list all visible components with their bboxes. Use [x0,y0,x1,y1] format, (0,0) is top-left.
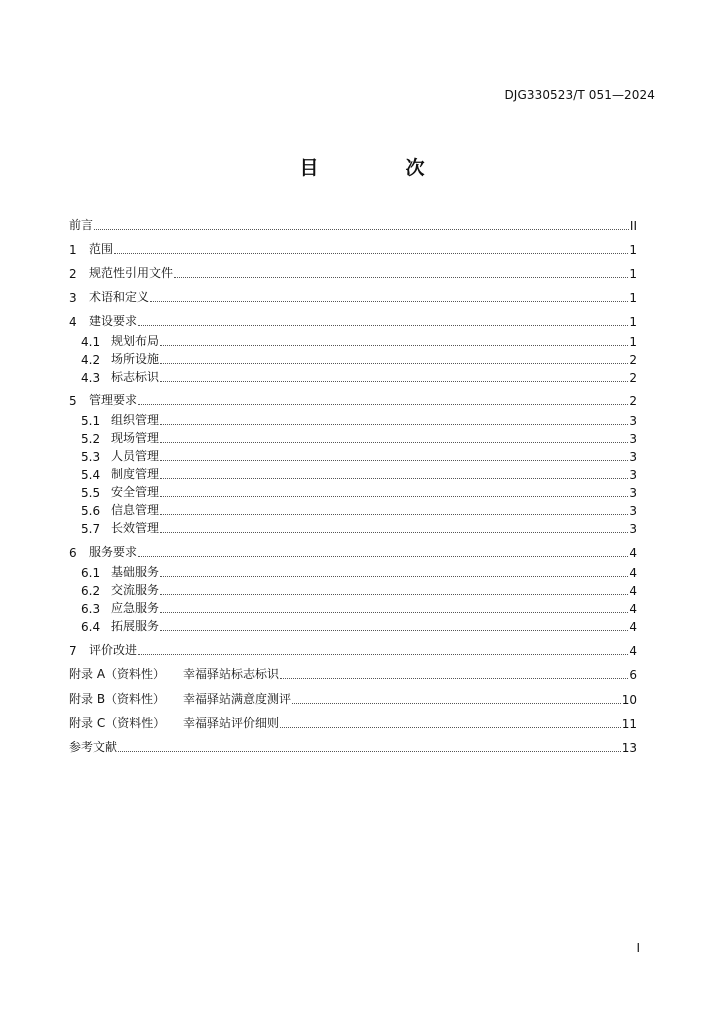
toc-entry-page: 1 [629,267,637,281]
toc-entry[interactable] [69,689,637,707]
toc-entry-number: 2 [69,267,77,281]
toc-entry-title: 标志标识 [111,370,160,384]
toc-entry-title: 管理要求 [89,393,138,407]
toc-dot-leader [160,423,628,425]
toc-entry[interactable] [69,263,637,281]
toc-entry-number: 4 [69,315,77,329]
toc-entry-page: 4 [629,584,637,598]
toc-dot-leader [150,300,628,302]
toc-entry-number: 5 [69,394,77,408]
toc-entry-page: 3 [629,432,637,446]
toc-dot-leader [160,575,628,577]
page-number: I [636,941,640,955]
toc-entry[interactable] [69,311,637,329]
toc-dot-leader [160,477,628,479]
toc-entry-number: 4.3 [81,371,101,385]
toc-dot-leader [94,228,629,230]
toc-entry-page: 4 [629,644,637,658]
toc-entry[interactable] [81,446,637,464]
toc-entry-page: 2 [629,371,637,385]
toc-entry-page: 6 [629,668,637,682]
toc-dot-leader [138,555,628,557]
toc-entry[interactable] [81,562,637,580]
toc-entry-page: 1 [629,315,637,329]
toc-entry-title: 规范性引用文件 [89,266,174,280]
toc-entry-page: 2 [629,353,637,367]
toc-entry-title: 前言 [69,218,94,232]
toc-entry[interactable] [81,464,637,482]
toc-entry-number: 5.6 [81,504,101,518]
toc-dot-leader [138,653,628,655]
toc-entry-number: 6.3 [81,602,101,616]
toc-entry[interactable] [81,518,637,536]
toc-entry-title: 拓展服务 [111,619,160,633]
toc-entry[interactable] [81,580,637,598]
toc-entry-number: 6.2 [81,584,101,598]
document-code: DJG330523/T 051—2024 [504,88,655,102]
toc-entry-number: 5.3 [81,450,101,464]
toc-entry-title: 现场管理 [111,431,160,445]
toc-entry-title: 场所设施 [111,352,160,366]
toc-entry-page: 4 [629,546,637,560]
toc-entry-page: 1 [629,291,637,305]
toc-entry[interactable] [69,640,637,658]
toc-entry-title: 术语和定义 [89,290,150,304]
toc-dot-leader [160,441,628,443]
toc-entry[interactable] [69,215,637,233]
toc-entry-number: 5.4 [81,468,101,482]
toc-entry-number: 3 [69,291,77,305]
toc-dot-leader [174,276,628,278]
toc-entry-number: 附录 B（资料性） [69,692,166,706]
toc-entry-title: 幸福驿站标志标识 [183,667,280,681]
toc-entry-page: 4 [629,566,637,580]
toc-dot-leader [160,513,628,515]
toc-entry[interactable] [81,349,637,367]
toc-dot-leader [160,495,628,497]
toc-entry-title: 安全管理 [111,485,160,499]
toc-entry-page: 3 [629,414,637,428]
toc-entry-title: 范围 [89,242,114,256]
toc-dot-leader [160,459,628,461]
toc-entry-page: 2 [629,394,637,408]
toc-title: 目 次 [299,157,459,179]
toc-entry[interactable] [69,664,637,682]
toc-entry[interactable] [81,598,637,616]
toc-entry[interactable] [81,410,637,428]
toc-entry[interactable] [69,737,637,755]
toc-dot-leader [160,380,628,382]
toc-entry-title: 评价改进 [89,643,138,657]
toc-entry-number: 6.1 [81,566,101,580]
toc-entry-page: 3 [629,450,637,464]
toc-entry-number: 7 [69,644,77,658]
toc-entry-title: 组织管理 [111,413,160,427]
toc-dot-leader [160,593,628,595]
toc-entry-page: 10 [621,693,637,707]
toc-entry[interactable] [69,239,637,257]
toc-entry-page: 3 [629,504,637,518]
toc-entry-page: 4 [629,602,637,616]
toc-entry-title: 规划布局 [111,334,160,348]
toc-entry-number: 5.5 [81,486,101,500]
toc-entry[interactable] [81,500,637,518]
toc-entry[interactable] [81,331,637,349]
toc-entry-number: 5.1 [81,414,101,428]
toc-entry-number: 4.2 [81,353,101,367]
toc-dot-leader [138,403,628,405]
toc-entry-title: 幸福驿站评价细则 [183,716,280,730]
toc-entry-number: 5.2 [81,432,101,446]
toc-entry-title: 基础服务 [111,565,160,579]
toc-entry-number: 附录 C（资料性） [69,716,166,730]
toc-entry-page: 11 [621,717,637,731]
toc-entry-page: 13 [621,741,637,755]
toc-dot-leader [118,750,621,752]
toc-dot-leader [280,677,628,679]
toc-entry-number: 5.7 [81,522,101,536]
toc-entry-page: 1 [629,243,637,257]
toc-dot-leader [160,344,628,346]
toc-entry[interactable] [69,287,637,305]
toc-dot-leader [160,611,628,613]
toc-dot-leader [160,629,628,631]
toc-entry-title: 长效管理 [111,521,160,535]
toc-entry-page: 1 [629,335,637,349]
toc-entry-page: 4 [629,620,637,634]
toc-dot-leader [114,252,628,254]
toc-entry-number: 附录 A（资料性） [69,667,166,681]
toc-entry[interactable] [81,428,637,446]
toc-entry-number: 6.4 [81,620,101,634]
toc-entry[interactable] [81,367,637,385]
toc-dot-leader [292,702,621,704]
toc-dot-leader [160,531,628,533]
toc-entry-title: 建设要求 [89,314,138,328]
toc-entry-number: 6 [69,546,77,560]
toc-dot-leader [138,324,628,326]
toc-entry-title: 应急服务 [111,601,160,615]
toc-entry-title: 人员管理 [111,449,160,463]
toc-entry-page: 3 [629,468,637,482]
toc-entry-title: 服务要求 [89,545,138,559]
toc-entry[interactable] [81,482,637,500]
toc-entry-title: 制度管理 [111,467,160,481]
toc-entry-number: 4.1 [81,335,101,349]
toc-entry-title: 信息管理 [111,503,160,517]
toc-entry[interactable] [69,713,637,731]
toc-entry-title: 交流服务 [111,583,160,597]
toc-entry[interactable] [69,390,637,408]
toc-entry-page: II [629,219,637,233]
toc-entry[interactable] [69,542,637,560]
toc-dot-leader [280,726,621,728]
toc-entry[interactable] [81,616,637,634]
toc-entry-number: 1 [69,243,77,257]
toc-entry-page: 3 [629,486,637,500]
toc-entry-title: 幸福驿站满意度测评 [183,692,292,706]
toc-dot-leader [160,362,628,364]
toc-entry-page: 3 [629,522,637,536]
toc-entry-title: 参考文献 [69,740,118,754]
